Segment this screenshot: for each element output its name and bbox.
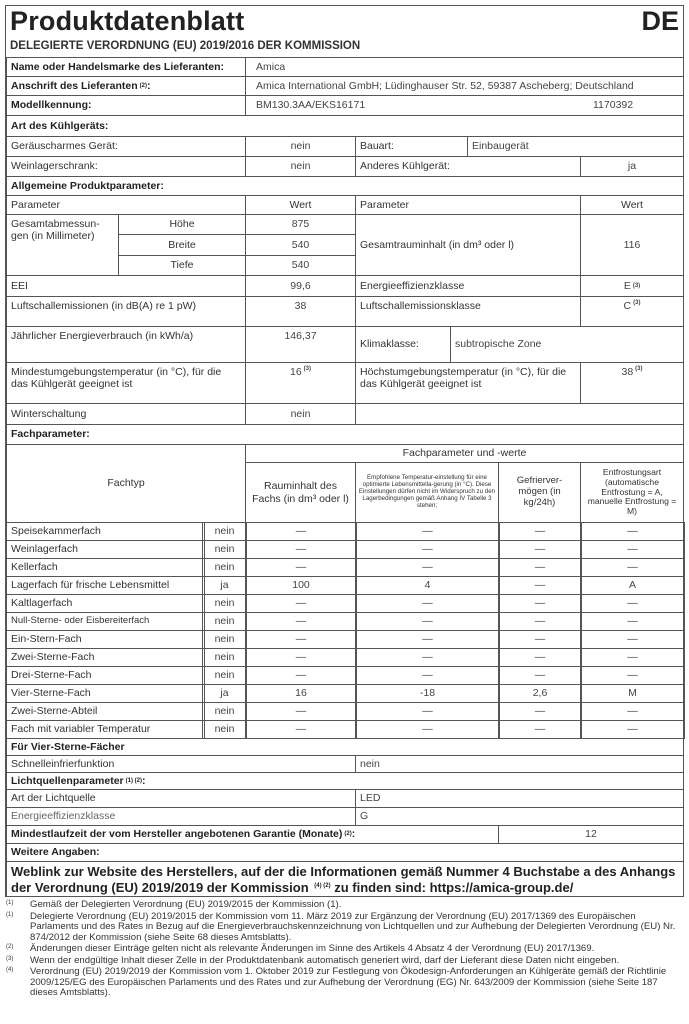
winter-label: Winterschaltung (6, 403, 246, 425)
energy-class-label: Energieeffizienzklasse (355, 275, 581, 297)
climate-value: subtropische Zone (450, 326, 684, 363)
compartment-temp: — (355, 540, 500, 559)
energy-class-value (580, 275, 684, 297)
language-code: DE (641, 6, 679, 36)
compartment-freeze: 2,6 (498, 684, 582, 703)
eei-label: EEI (6, 275, 246, 297)
compartment-name: Lagerfach für frische Lebensmittel (6, 576, 205, 595)
other-label: Anderes Kühlgerät: (355, 156, 581, 177)
compartment-present: nein (202, 630, 247, 649)
warranty-label (6, 825, 499, 844)
compartment-freeze: — (498, 666, 582, 685)
compartment-name: Zwei-Sterne-Abteil (6, 702, 205, 721)
supplier-address-value: Amica International GmbH; Lüdinghauser Str. 52, 59387 Ascheberg; Deutschland (245, 76, 684, 96)
light-class-value: G (355, 807, 684, 826)
footnote (6, 900, 684, 911)
min-temp-value (245, 362, 356, 404)
compartment-defrost: — (580, 630, 685, 649)
model-value (245, 95, 684, 116)
compartment-temp: -18 (355, 684, 500, 703)
compartment-present: nein (202, 594, 247, 613)
footnote-mark: (4) (6, 967, 14, 974)
height-label: Höhe (118, 214, 246, 235)
supplier-address-label (6, 76, 246, 96)
compartment-defrost: A (580, 576, 685, 595)
compartment-present: ja (202, 576, 247, 595)
value-header-left: Wert (245, 195, 356, 215)
compartment-defrost: M (580, 684, 685, 703)
compartment-present: nein (202, 558, 247, 577)
compartment-present: ja (202, 684, 247, 703)
temp-col-header: Empfohlene Temperatur-einstellung für eine optimierte Lebensmittella-gerung (in °C). Diese Einstellungen dürfen nicht im Widerspruch zu den Lagerbedingungen gemäß Anhang IV Tabelle 3 stehen; (355, 462, 499, 523)
compartment-name: Zwei-Sterne-Fach (6, 648, 205, 667)
footnote-ref: (3) (303, 366, 312, 372)
compartment-temp: — (355, 648, 500, 667)
compartment-volume: — (245, 540, 357, 559)
volume-value: 116 (580, 214, 684, 276)
compartment-temp: 4 (355, 576, 500, 595)
compartment-temp: — (355, 558, 500, 577)
compartment-defrost: — (580, 702, 685, 721)
footnote-ref: (3) (633, 300, 641, 306)
compartment-volume: — (245, 648, 357, 667)
dimensions-label: Gesamtabmessun-gen (in Millimeter) (6, 214, 119, 276)
eei-value: 99,6 (245, 275, 356, 297)
compartment-freeze: — (498, 648, 582, 667)
light-class-label: Energieeffizienzklasse (6, 807, 356, 826)
heading-text: Lichtquellenparameter (11, 774, 124, 787)
compartment-name: Drei-Sterne-Fach (6, 666, 205, 685)
compartment-volume: 100 (245, 576, 357, 595)
other-value: ja (580, 156, 684, 177)
width-value: 540 (245, 234, 356, 256)
max-temp-label: Höchstumgebungstemperatur (in °C), für die das Kühlgerät geeignet ist (355, 362, 581, 404)
compartment-freeze: — (498, 576, 582, 595)
max-temp-value (580, 362, 684, 404)
weblink-text (6, 861, 684, 897)
section-type-heading: Art des Kühlgeräts: (6, 115, 684, 137)
compartment-volume: — (245, 720, 357, 739)
annual-energy-value: 146,37 (245, 326, 356, 363)
footnote-text: Delegierte Verordnung (EU) 2019/2015 der Kommission vom 11. März 2019 zur Ergänzung der Verordnung (EU) 2017/1369 des Europäischen Parlaments und des Rates in Bezug auf die Energieverbrauchskennzeichnung von Lichtquellen und zur Aufhebung der Delegierten Verordnung (EU) Nr. 874/2012 der Kommission (siehe Seite 68 dieses Amtsblatts). (30, 910, 676, 943)
compartment-freeze: — (498, 702, 582, 721)
noise-value: 38 (245, 296, 356, 327)
value-text: 16 (289, 366, 302, 378)
quick-freeze-value: nein (355, 755, 684, 773)
compartment-volume: — (245, 522, 357, 541)
compartment-temp: — (355, 702, 500, 721)
compartment-defrost: — (580, 540, 685, 559)
footnote-ref: (3) (632, 282, 641, 289)
footnote-mark: (1) (6, 900, 14, 906)
compartment-name: Kaltlagerfach (6, 594, 205, 613)
compartment-temp: — (355, 666, 500, 685)
compartment-temp: — (355, 522, 500, 541)
compartment-temp: — (355, 594, 500, 613)
further-info-heading: Weitere Angaben: (6, 843, 684, 862)
compartment-name: Ein-Stern-Fach (6, 630, 205, 649)
footnote-text: Verordnung (EU) 2019/2019 der Kommission vom 1. Oktober 2019 zur Festlegung von Ökodesign-Anforderungen an Kühlgeräte gemäß der Richtlinie 2009/125/EG des Europäischen Parlaments und des Rates und zur Aufhebung der Verordnung (EG) Nr. 643/2009 der Kommission (siehe Seite 187 dieses Amtsblatts). (30, 966, 667, 999)
compartment-present: nein (202, 702, 247, 721)
colon: : (351, 828, 356, 841)
compartment-volume: — (245, 558, 357, 577)
compartment-freeze: — (498, 522, 582, 541)
compartment-volume: 16 (245, 684, 357, 703)
compartment-freeze: — (498, 720, 582, 739)
wine-value: nein (245, 156, 356, 177)
compartment-volume: — (245, 612, 357, 631)
class-text: C (623, 300, 632, 312)
compartment-freeze: — (498, 630, 582, 649)
compartment-volume: — (245, 594, 357, 613)
compartment-volume: — (245, 702, 357, 721)
empty-cell (355, 403, 684, 425)
wine-label: Weinlagerschrank: (6, 156, 246, 177)
compartment-freeze: — (498, 540, 582, 559)
param-header-right: Parameter (355, 195, 581, 215)
compartment-name: Fach mit variabler Temperatur (6, 720, 205, 739)
compartment-present: nein (202, 648, 247, 667)
light-heading (6, 772, 684, 790)
footnote (6, 967, 684, 999)
compartment-type-header: Fachtyp (6, 444, 246, 523)
footnotes (6, 900, 684, 1000)
warranty-value: 12 (498, 825, 684, 844)
compartment-present: nein (202, 666, 247, 685)
footnote-text: Änderungen dieser Einträge gelten nicht als relevante Änderungen im Sinne des Artikels 4 Absatz 4 der Verordnung (EU) 2017/1369. (30, 943, 595, 955)
build-label: Bauart: (355, 136, 468, 157)
compartment-defrost: — (580, 612, 685, 631)
compartment-temp: — (355, 720, 500, 739)
compartment-name: Vier-Sterne-Fach (6, 684, 205, 703)
light-type-label: Art der Lichtquelle (6, 789, 356, 808)
footnote (6, 944, 684, 955)
footnote-ref: (2) (139, 82, 147, 89)
footnote (6, 912, 684, 944)
colon: : (146, 79, 151, 92)
quiet-value: nein (245, 136, 356, 157)
regulation-subtitle: DELEGIERTE VERORDNUNG (EU) 2019/2016 DER KOMMISSION (10, 40, 361, 52)
annual-energy-label: Jährlicher Energieverbrauch (in kWh/a) (6, 326, 246, 363)
noise-class-label: Luftschallemissionsklasse (355, 296, 581, 327)
value-header-right: Wert (580, 195, 684, 215)
class-text: E (623, 279, 631, 292)
light-type-value: LED (355, 789, 684, 808)
noise-class-value (580, 296, 684, 327)
label-text: Mindestlaufzeit der vom Hersteller angebotenen Garantie (Monate) (11, 828, 343, 841)
compartment-temp: — (355, 630, 500, 649)
compartment-freeze: — (498, 558, 582, 577)
colon: : (141, 774, 146, 787)
quick-freeze-label: Schnelleinfrierfunktion (6, 755, 356, 773)
model-label: Modellkennung: (6, 95, 246, 116)
compartment-group-header: Fachparameter und -werte (245, 444, 684, 463)
climate-label: Klimaklasse: (355, 326, 451, 363)
footnote-ref: (3) (635, 366, 643, 372)
compartment-defrost: — (580, 558, 685, 577)
compartment-name: Weinlagerfach (6, 540, 205, 559)
build-value: Einbaugerät (467, 136, 684, 157)
label-text: Anschrift des Lieferanten (11, 79, 138, 92)
freeze-col-header: Gefrierver-mögen (in kg/24h) (498, 462, 581, 523)
depth-value: 540 (245, 255, 356, 276)
compartment-present: nein (202, 522, 247, 541)
supplier-name-label: Name oder Handelsmarke des Lieferanten: (6, 57, 246, 77)
compartment-defrost: — (580, 522, 685, 541)
min-temp-label: Mindestumgebungstemperatur (in °C), für die das Kühlgerät geeignet ist (6, 362, 246, 404)
model-id: BM130.3AA/EKS16171 (256, 99, 366, 112)
compartment-defrost: — (580, 594, 685, 613)
weblink-text-part: Weblink zur Website des Herstellers, auf der die Informationen gemäß Nummer 4 Buchstabe a des Anhangs der Verordnung (EU) 2019/2019 der Kommission (11, 864, 676, 896)
footnote-mark: (1) (6, 911, 14, 918)
noise-label: Luftschallemissionen (in dB(A) re 1 pW) (6, 296, 246, 327)
section-compartments-heading: Fachparameter: (6, 424, 684, 445)
compartment-present: nein (202, 540, 247, 559)
compartment-defrost: — (580, 666, 685, 685)
section-general-heading: Allgemeine Produktparameter: (6, 176, 684, 196)
four-star-heading: Für Vier-Sterne-Fächer (6, 738, 684, 756)
model-code: 1170392 (593, 99, 634, 112)
compartment-freeze: — (498, 612, 582, 631)
quiet-label: Geräuscharmes Gerät: (6, 136, 246, 157)
param-header-left: Parameter (6, 195, 246, 215)
volume-col-header: Rauminhalt des Fachs (in dm³ oder l) (245, 462, 356, 523)
footnote-ref: (1) (2) (125, 777, 142, 784)
defrost-col-header: Entfrostungsart (automatische Entfrostung = A, manuelle Entfrostung = M) (580, 462, 684, 523)
weblink-url[interactable]: zu finden sind: https://amica-group.de/ (334, 880, 574, 896)
footnote (6, 956, 684, 967)
compartment-defrost: — (580, 648, 685, 667)
compartment-present: nein (202, 612, 247, 631)
compartment-volume: — (245, 666, 357, 685)
footnote-mark: (3) (6, 955, 14, 962)
height-value: 875 (245, 214, 356, 235)
compartment-name: Null-Sterne- oder Eisbereiterfach (6, 612, 205, 631)
compartment-freeze: — (498, 594, 582, 613)
compartment-name: Speisekammerfach (6, 522, 205, 541)
page-title: Produktdatenblatt (10, 6, 245, 36)
footnote-ref: (2) (344, 831, 352, 838)
footnote-text: Gemäß der Delegierten Verordnung (EU) 2019/2015 der Kommission (1). (30, 899, 342, 910)
footnote-text: Wenn der endgültige Inhalt dieser Zelle in der Produktdatenbank automatisch generiert wird, darf der Lieferant diese Daten nicht eingeben. (30, 954, 620, 966)
compartment-name: Kellerfach (6, 558, 205, 577)
depth-label: Tiefe (118, 255, 246, 276)
compartment-volume: — (245, 630, 357, 649)
footnote-ref: (4) (2) (314, 882, 331, 889)
supplier-name-value: Amica (245, 57, 684, 77)
footnote-mark: (2) (6, 944, 14, 951)
compartment-present: nein (202, 720, 247, 739)
width-label: Breite (118, 234, 246, 256)
volume-label: Gesamtrauminhalt (in dm³ oder l) (355, 214, 581, 276)
value-text: 38 (621, 366, 634, 378)
compartment-temp: — (355, 612, 500, 631)
winter-value: nein (245, 403, 356, 425)
compartment-defrost: — (580, 720, 685, 739)
